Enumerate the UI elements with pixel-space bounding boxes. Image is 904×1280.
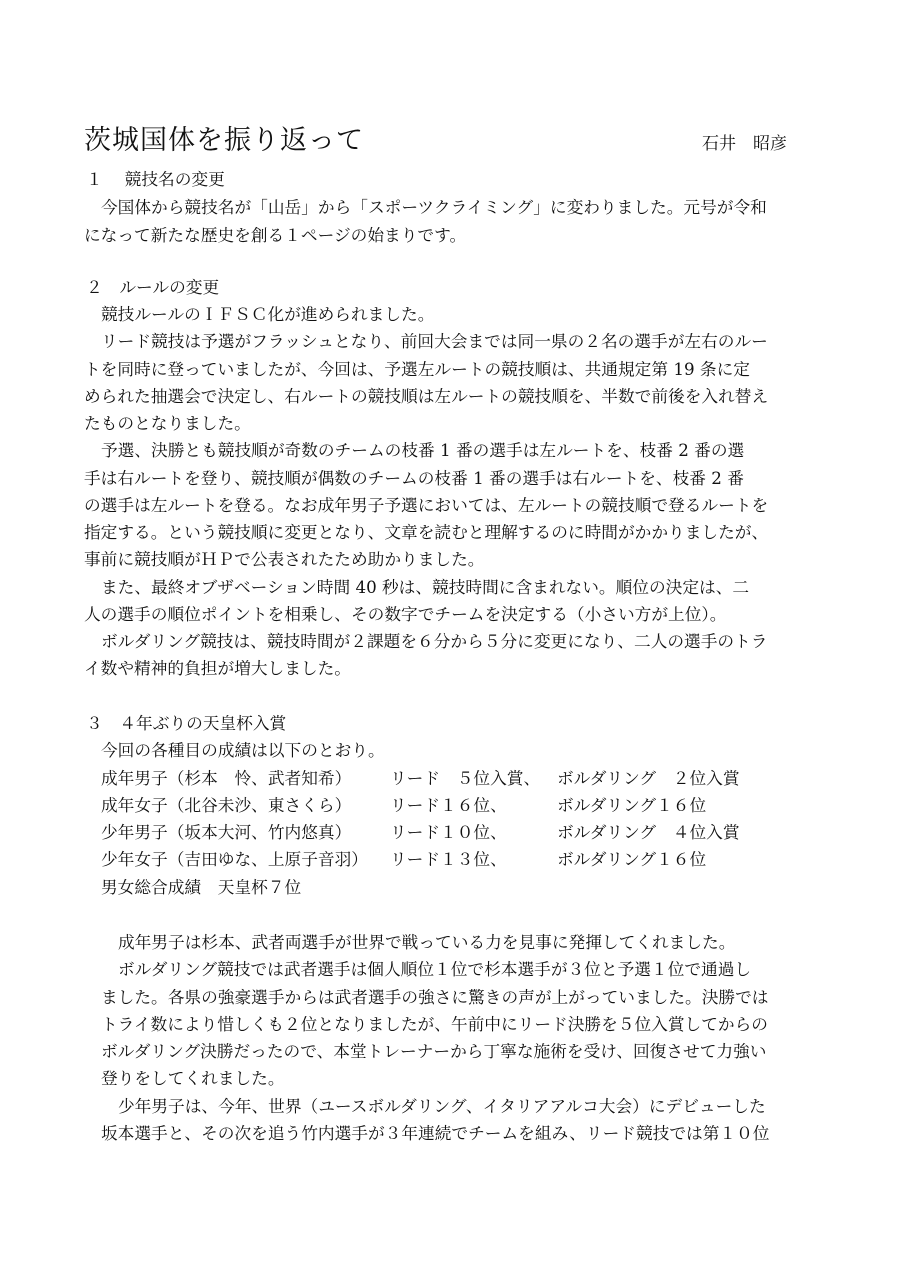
paragraph-line: ボルダリング競技では武者選手は個人順位１位で杉本選手が３位と予選１位で通過し: [118, 959, 752, 979]
result-boulder: ボルダリング１６位: [557, 849, 707, 869]
result-lead: リード ５位入賞、: [390, 768, 541, 788]
paragraph-line: 人の選手の順位ポイントを相乗し、その数字でチームを決定する（小さい方が上位）。: [84, 604, 727, 624]
section-heading: ２ ルールの変更: [86, 277, 220, 297]
result-category: 少年男子（坂本大河、竹内悠真）: [101, 822, 352, 842]
paragraph-line: トライ数により惜しくも２位となりましたが、午前中にリード決勝を５位入賞してからの: [101, 1014, 768, 1034]
paragraph-line: 少年男子は、今年、世界（ユースボルダリング、イタリアアルコ大会）にデビューした: [118, 1096, 766, 1116]
result-lead: リード１６位、: [390, 795, 507, 815]
paragraph-line: の選手は左ルートを登る。なお成年男子予選においては、左ルートの競技順で登るルートを: [84, 495, 769, 515]
paragraph-line: 指定する。という競技順に変更となり、文章を読むと理解するのに時間がかかりましたが、: [84, 522, 769, 542]
result-boulder: ボルダリング１６位: [557, 795, 707, 815]
result-category: 少年女子（吉田ゆな、上原子音羽）: [101, 849, 368, 869]
overall-result: 男女総合成績 天皇杯７位: [101, 877, 302, 897]
section-heading: １ 競技名の変更: [86, 169, 225, 189]
paragraph-line: ボルダリング競技は、競技時間が２課題を６分から５分に変更になり、二人の選手のトラ: [101, 631, 768, 651]
paragraph-line: 事前に競技順がＨＰで公表されたため助かりました。: [84, 549, 485, 569]
section-heading: ３ ４年ぶりの天皇杯入賞: [86, 713, 287, 733]
paragraph-line: ボルダリング決勝だったので、本堂トレーナーから丁寧な施術を受け、回復させて力強い: [101, 1041, 767, 1061]
result-category: 成年女子（北谷未沙、東さくら）: [101, 795, 352, 815]
paragraph-line: リード競技は予選がフラッシュとなり、前回大会までは同一県の２名の選手が左右のルー: [101, 331, 768, 351]
paragraph-line: ました。各県の強豪選手からは武者選手の強さに驚きの声が上がっていました。決勝では: [101, 987, 769, 1007]
paragraph-line: 予選、決勝とも競技順が奇数のチームの枝番 1 番の選手は左ルートを、枝番 2 番の選: [101, 440, 745, 460]
paragraph-line: 成年男子は杉本、武者両選手が世界で戦っている力を見事に発揮してくれました。: [118, 932, 736, 952]
paragraph-line: められた抽選会で決定し、右ルートの競技順は左ルートの競技順を、半数で前後を入れ替え: [84, 386, 769, 406]
paragraph-line: イ数や精神的負担が増大しました。: [84, 658, 351, 678]
paragraph-line: たものとなりました。: [84, 413, 251, 433]
paragraph-line: トを同時に登っていましたが、今回は、予選左ルートの競技順は、共通規定第 19 条に定: [84, 359, 750, 379]
author-name: 石井 昭彦: [702, 134, 787, 154]
page-title: 茨城国体を振り返って: [84, 125, 364, 156]
result-boulder: ボルダリング ４位入賞: [557, 822, 740, 842]
result-lead: リード１０位、: [390, 822, 507, 842]
paragraph-line: 坂本選手と、その次を追う竹内選手が３年連続でチームを組み、リード競技では第１０位: [101, 1123, 770, 1143]
paragraph-line: また、最終オブザベーション時間 40 秒は、競技時間に含まれない。順位の決定は、二: [101, 577, 750, 597]
result-boulder: ボルダリング ２位入賞: [557, 768, 740, 788]
paragraph-line: 今国体から競技名が「山岳」から「スポーツクライミング」に変わりました。元号が令和: [101, 197, 767, 217]
paragraph-line: になって新たな歴史を創る１ページの始まりです。: [84, 225, 467, 245]
result-lead: リード１３位、: [390, 849, 507, 869]
result-category: 成年男子（杉本 怜、武者知希）: [101, 768, 352, 788]
paragraph-line: 競技ルールのＩＦＳＣ化が進められました。: [101, 304, 435, 324]
results-intro: 今回の各種目の成績は以下のとおり。: [101, 740, 385, 760]
paragraph-line: 登りをしてくれました。: [101, 1068, 285, 1088]
paragraph-line: 手は右ルートを登り、競技順が偶数のチームの枝番 1 番の選手は右ルートを、枝番 2 番: [84, 468, 744, 488]
